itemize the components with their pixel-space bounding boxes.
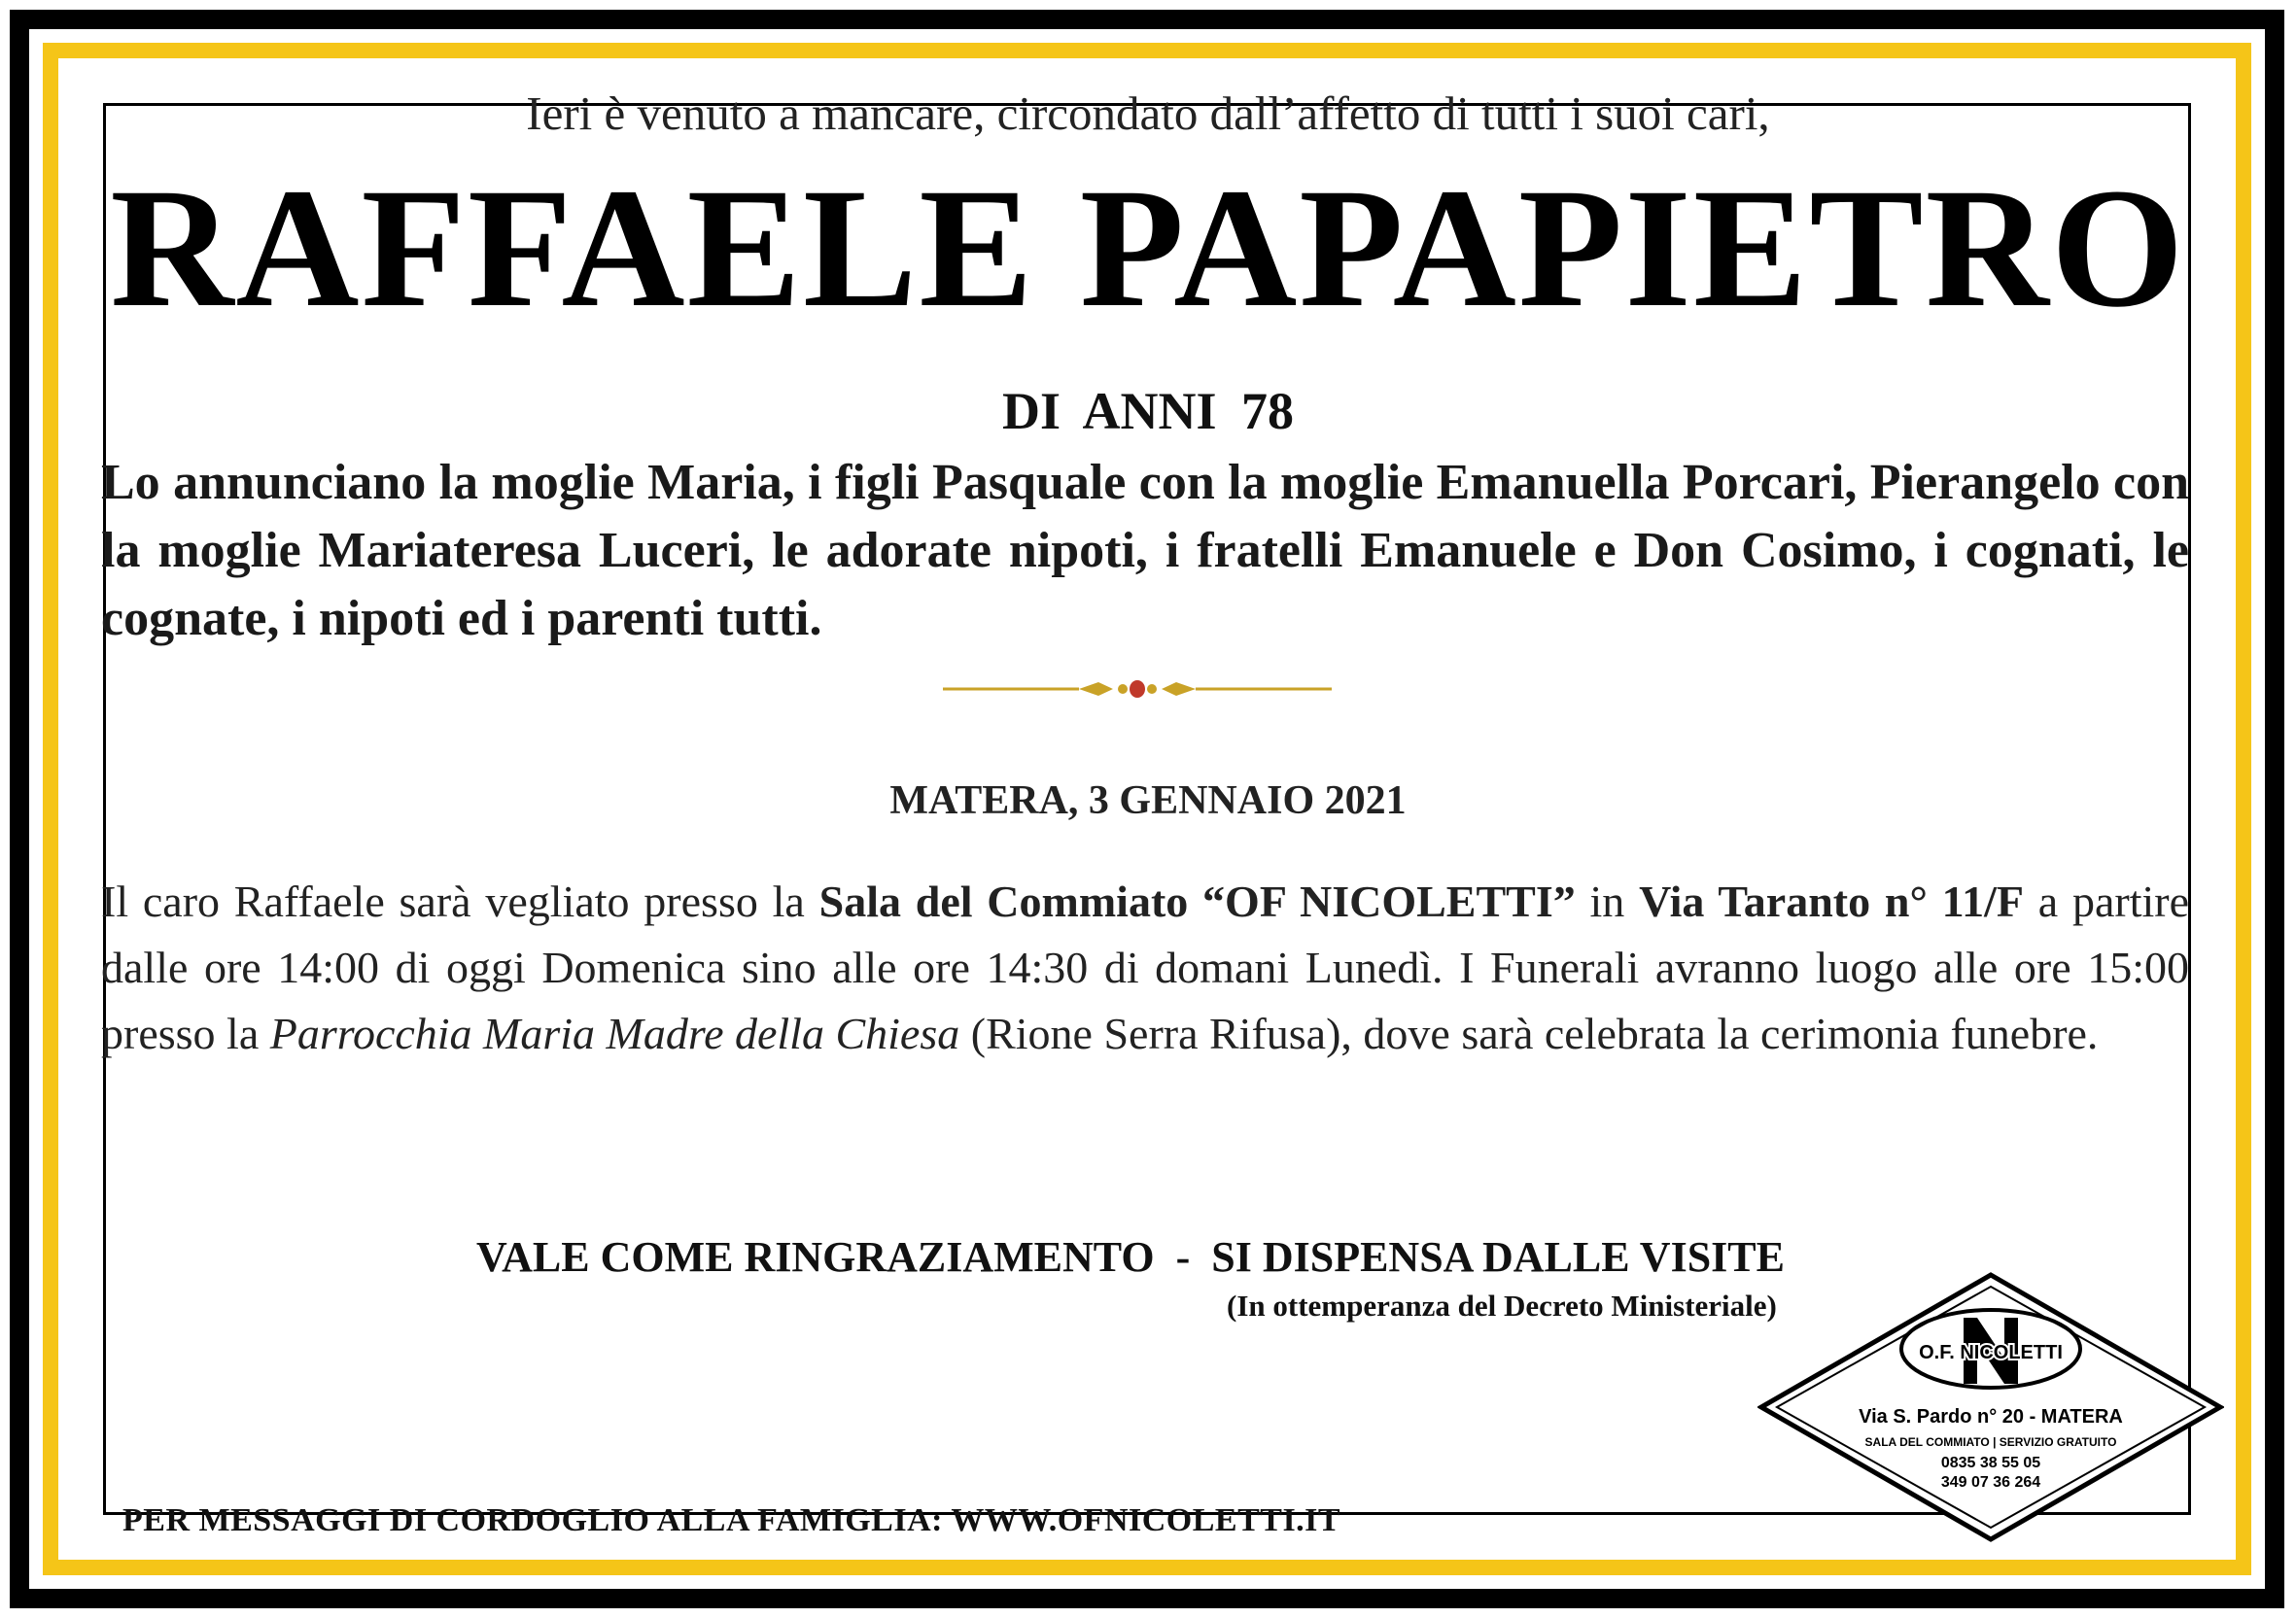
- place-date: MATERA, 3 GENNAIO 2021: [889, 778, 1407, 823]
- details-text-4: (Rione Serra Rifusa), dove sarà celebrata la cerimonia funebre.: [959, 1009, 2099, 1058]
- details-text-1: Il caro Raffaele sarà vegliato presso la: [101, 877, 819, 926]
- age-line: DI ANNI 78: [1001, 382, 1295, 440]
- venue-name: Sala del Commiato “OF NICOLETTI”: [818, 877, 1576, 926]
- details-text-2: in: [1575, 877, 1640, 926]
- logo-services: SALA DEL COMMIATO | SERVIZIO GRATUITO: [1864, 1435, 2117, 1449]
- condolence-website: PER MESSAGGI DI CORDOGLIO ALLA FAMIGLIA: WWW.OFNICOLETTI.IT: [122, 1502, 1341, 1538]
- vigil-funeral-details: [101, 869, 2189, 1067]
- intro-line: Ieri è venuto a mancare, circondato dall’affetto di tutti i suoi cari,: [526, 86, 1770, 140]
- details-text-3: a partire dalle ore 14:00 di oggi Domenica sino alle ore 14:30 di domani Lunedì. I Funerali avranno luogo alle ore 15:00 presso la: [101, 877, 2190, 1058]
- logo-brand: O.F. NICOLETTI: [1919, 1342, 2063, 1363]
- venue-address: Via Taranto n° 11/F: [1639, 877, 2024, 926]
- deceased-name: RAFFAELE PAPAPIETRO: [110, 154, 2186, 343]
- ornament-divider-icon: [943, 674, 1332, 704]
- decree-note: (In ottemperanza del Decreto Ministeriale): [1227, 1289, 1777, 1323]
- thanks-line: VALE COME RINGRAZIAMENTO - SI DISPENSA DALLE VISITE: [476, 1233, 1785, 1281]
- announcement-text: Lo annunciano la moglie Maria, i figli Pasquale con la moglie Emanuella Porcari, Pierangelo con la moglie Mariateresa Luceri, le adorate nipoti, i fratelli Emanuele e Don Cosimo, i cognati, le cognate, i nipoti ed i parenti tutti.: [101, 455, 2189, 646]
- church-name: Parrocchia Maria Madre della Chiesa: [269, 1009, 960, 1058]
- nicoletti-logo: [1757, 1271, 2224, 1543]
- logo-address: Via S. Pardo n° 20 - MATERA: [1859, 1406, 2123, 1428]
- logo-phone-2: 349 07 36 264: [1940, 1474, 2041, 1491]
- logo-phone-1: 0835 38 55 05: [1940, 1455, 2041, 1471]
